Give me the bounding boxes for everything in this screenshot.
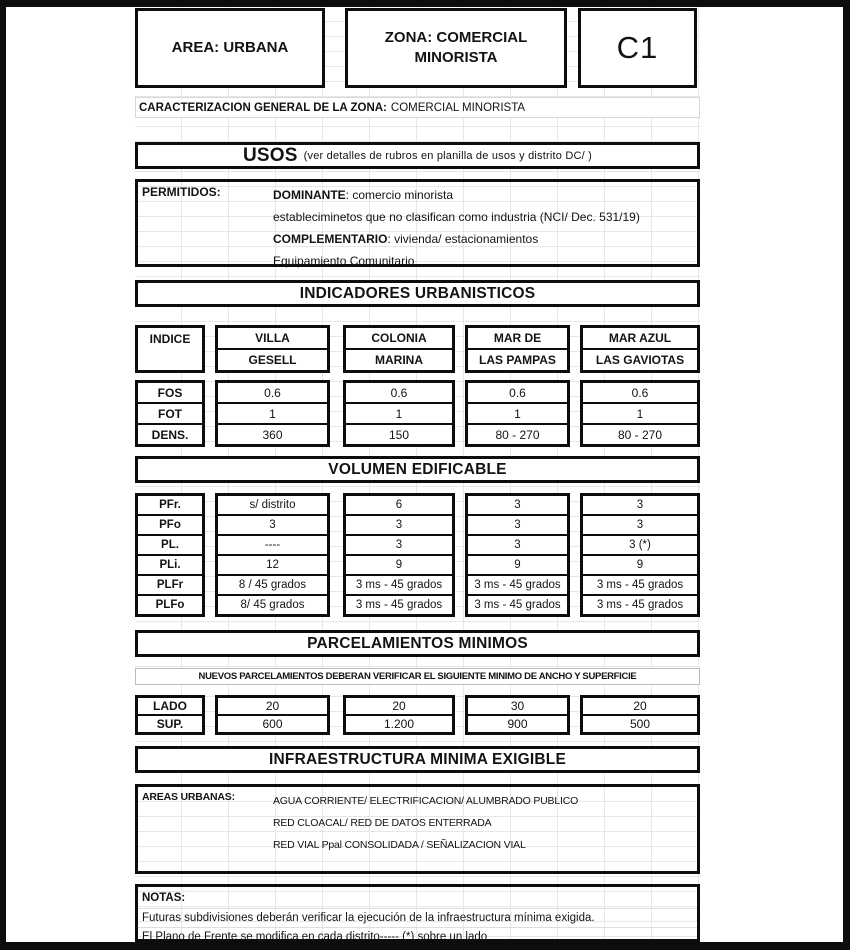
parcelamientos-subtitle: NUEVOS PARCELAMIENTOS DEBERAN VERIFICAR EL SIGUIENTE MINIMO DE ANCHO Y SUPERFICIE	[135, 668, 700, 685]
usos-title-box	[135, 142, 700, 169]
indicadores-label-column: FOS FOT DENS.	[135, 380, 205, 447]
area-label: AREA: URBANA	[171, 38, 289, 56]
sheet-content	[135, 7, 700, 942]
zone-header-mar-azul-las-gaviotas: MAR AZUL LAS GAVIOTAS	[580, 325, 700, 373]
zone-code-cell: C1	[578, 8, 697, 88]
infra-line-red-cloacal: RED CLOACAL/ RED DE DATOS ENTERRADA	[273, 817, 492, 829]
zona-label-line1: ZONA: COMERCIAL	[384, 28, 528, 46]
parcelamientos-col-mar-de-las-pampas: 30 900	[465, 695, 570, 735]
zone-header-colonia-marina: COLONIA MARINA	[343, 325, 455, 373]
usos-permitidos-box	[135, 179, 700, 267]
volumen-col-mar-azul-las-gaviotas: 3 3 3 (*) 9 3 ms - 45 grados 3 ms - 45 grados	[580, 493, 700, 617]
caracterizacion-label: CARACTERIZACION GENERAL DE LA ZONA:	[139, 101, 387, 114]
infra-line-agua: AGUA CORRIENTE/ ELECTRIFICACION/ ALUMBRADO PUBLICO	[273, 795, 579, 807]
areas-urbanas-label: AREAS URBANAS:	[142, 791, 235, 803]
permitidos-label: PERMITIDOS:	[142, 185, 221, 199]
caracterizacion-row	[135, 97, 700, 118]
uso-row-dominante: DOMINANTE : comercio minorista	[273, 188, 454, 202]
notas-box	[135, 884, 700, 942]
infra-line-red-vial: RED VIAL Ppal CONSOLIDADA / SEÑALIZACION VIAL	[273, 839, 526, 851]
indicadores-col-villa-gesell: 0.6 1 360	[215, 380, 330, 447]
zone-header-villa-gesell: VILLA GESELL	[215, 325, 330, 373]
parcelamientos-label-column: LADO SUP.	[135, 695, 205, 735]
volumen-col-mar-de-las-pampas: 3 3 3 9 3 ms - 45 grados 3 ms - 45 grados	[465, 493, 570, 617]
indicadores-col-mar-de-las-pampas: 0.6 1 80 - 270	[465, 380, 570, 447]
area-header-cell	[135, 8, 325, 88]
uso-row-establecimientos: estableciminetos que no clasifican como industria (NCI/ Dec. 531/19)	[273, 210, 640, 224]
parcelamientos-table	[135, 695, 700, 735]
nota-line-subdivisiones: Futuras subdivisiones deberán verificar la ejecución de la infraestructura mínima exigida.	[138, 908, 697, 928]
parcelamientos-col-colonia-marina: 20 1.200	[343, 695, 455, 735]
parcelamientos-col-mar-azul-las-gaviotas: 20 500	[580, 695, 700, 735]
indicadores-col-mar-azul-las-gaviotas: 0.6 1 80 - 270	[580, 380, 700, 447]
uso-row-complementario: COMPLEMENTARIO : vivienda/ estacionamientos	[273, 232, 539, 246]
volumen-table	[135, 493, 700, 617]
infraestructura-title: INFRAESTRUCTURA MINIMA EXIGIBLE	[135, 746, 700, 773]
zona-header-cell	[345, 8, 567, 88]
indicadores-title: INDICADORES URBANISTICOS	[135, 280, 700, 307]
infraestructura-box	[135, 784, 700, 874]
uso-row-equipamiento: Equipamiento Comunitario	[273, 254, 415, 268]
parcelamientos-col-villa-gesell: 20 600	[215, 695, 330, 735]
indicadores-table	[135, 380, 700, 447]
parcelamientos-title: PARCELAMIENTOS MINIMOS	[135, 630, 700, 657]
usos-subtitle: (ver detalles de rubros en planilla de usos y distrito DC/ )	[303, 149, 592, 162]
volumen-col-villa-gesell: s/ distrito 3 ---- 12 8 / 45 grados 8/ 45 grados	[215, 493, 330, 617]
header-row	[135, 8, 700, 88]
notas-label: NOTAS:	[142, 892, 186, 905]
volumen-title: VOLUMEN EDIFICABLE	[135, 456, 700, 483]
nota-line-plano-frente: El Plano de Frente se modifica en cada distrito----- (*) sobre un lado	[138, 927, 697, 947]
indicadores-col-colonia-marina: 0.6 1 150	[343, 380, 455, 447]
usos-title: USOS	[242, 144, 298, 166]
volumen-col-colonia-marina: 6 3 3 9 3 ms - 45 grados 3 ms - 45 grados	[343, 493, 455, 617]
zona-label-line2: MINORISTA	[414, 49, 498, 66]
zone-header-mar-de-las-pampas: MAR DE LAS PAMPAS	[465, 325, 570, 373]
volumen-label-column: PFr. PFo PL. PLi. PLFr PLFo	[135, 493, 205, 617]
indicadores-header-row	[135, 325, 700, 373]
indice-header-cell: INDICE	[135, 325, 205, 373]
caracterizacion-value: COMERCIAL MINORISTA	[390, 101, 526, 114]
